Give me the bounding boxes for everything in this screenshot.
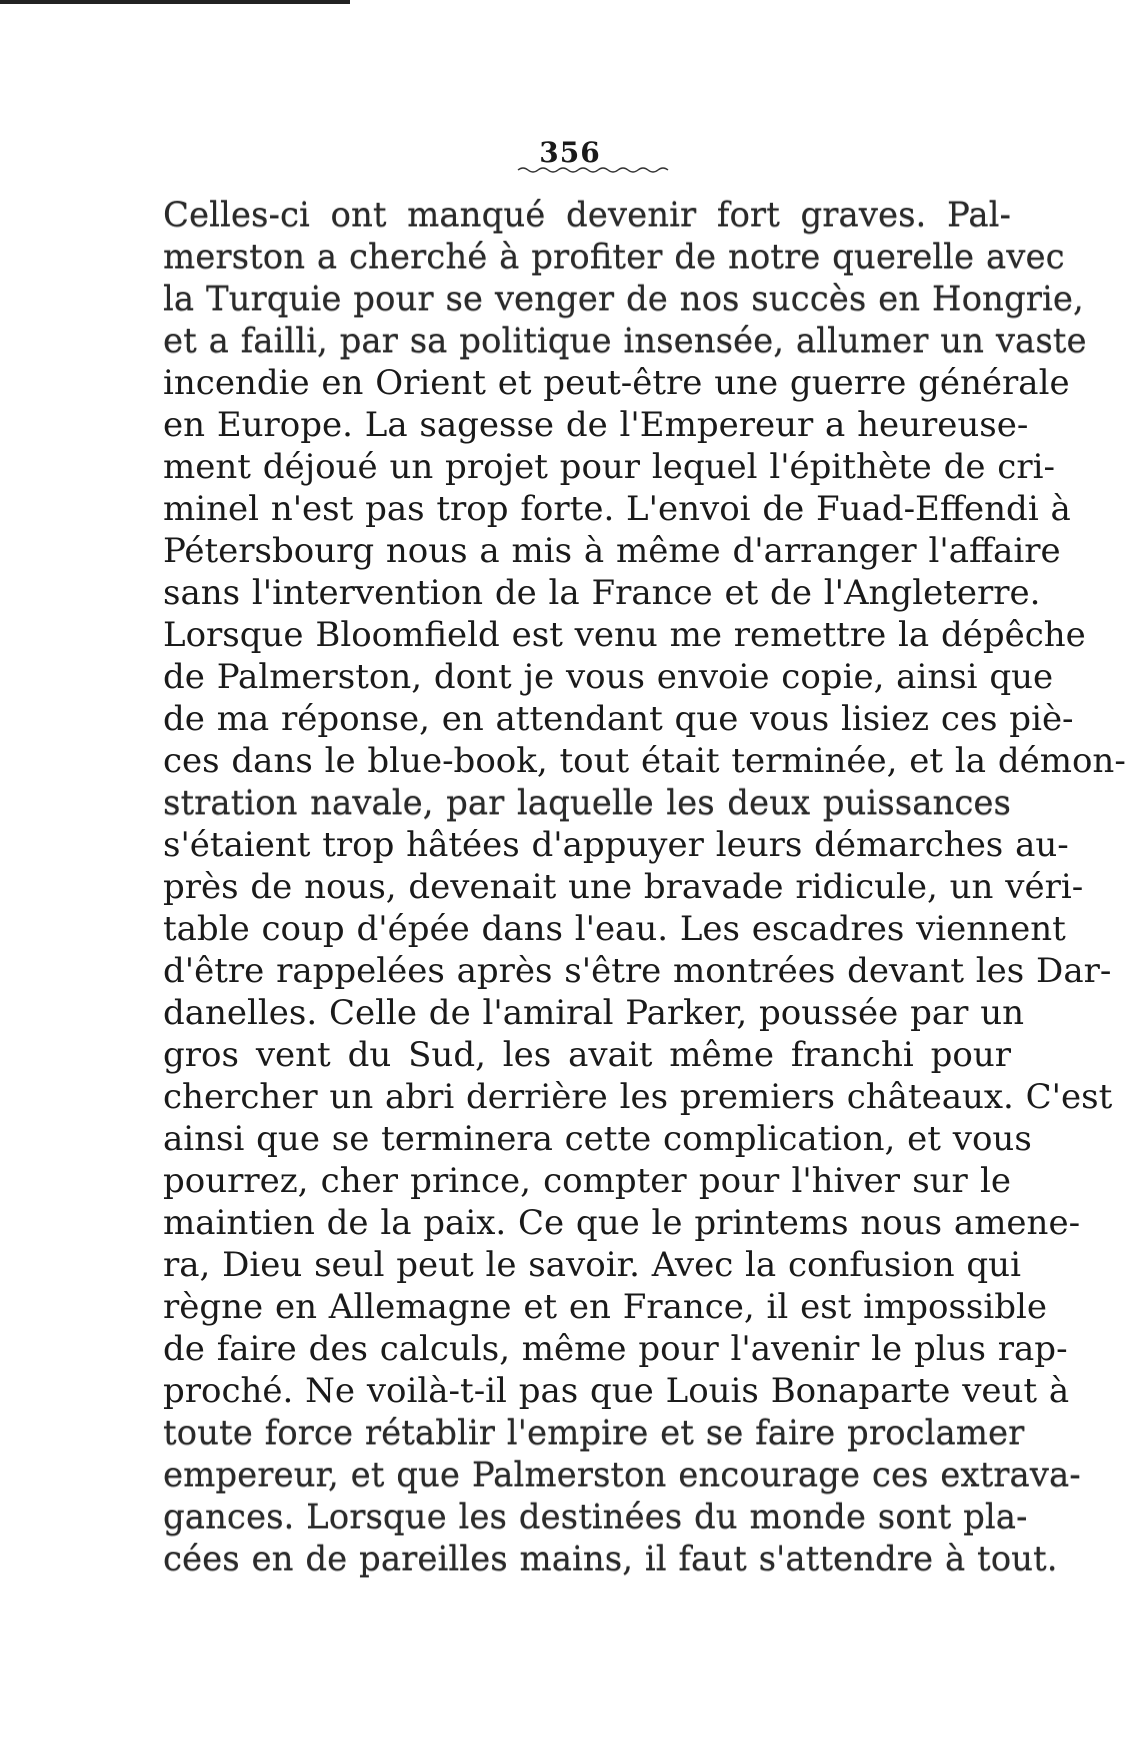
text-line: gros vent du Sud, les avait même franchi pour — [163, 1035, 1011, 1075]
wavy-underline-ornament — [518, 166, 668, 174]
text-line: table coup d'épée dans l'eau. Les escadres viennent — [163, 909, 1066, 949]
text-line: proché. Ne voilà-t-il pas que Louis Bonaparte veut à — [163, 1371, 1070, 1411]
letter-body — [163, 194, 1126, 1580]
text-line: Lorsque Bloomfield est venu me remettre la dépêche — [163, 615, 1086, 655]
text-line: d'être rappelées après s'être montrées devant les Dar- — [163, 951, 1112, 991]
text-line: empereur, et que Palmerston encourage ces extrava- — [163, 1455, 1081, 1495]
text-line: Celles-ci ont manqué devenir fort graves. Pal- — [163, 195, 1011, 235]
text-line: en Europe. La sagesse de l'Empereur a heureuse- — [163, 405, 1029, 445]
text-line: cées en de pareilles mains, il faut s'attendre à tout. — [163, 1539, 1058, 1579]
page-number: 356 — [539, 136, 601, 169]
text-line: merston a cherché à profiter de notre querelle avec — [163, 237, 1065, 277]
text-line: ainsi que se terminera cette complication, et vous — [163, 1119, 1032, 1159]
text-line: ces dans le blue-book, tout était terminée, et la démon- — [163, 741, 1126, 781]
text-line: Pétersbourg nous a mis à même d'arranger l'affaire — [163, 531, 1061, 571]
text-line: toute force rétablir l'empire et se faire proclamer — [163, 1413, 1025, 1453]
text-line: incendie en Orient et peut-être une guerre générale — [163, 363, 1070, 403]
text-line: ment déjoué un projet pour lequel l'épithète de cri- — [163, 447, 1055, 487]
text-line: de Palmerston, dont je vous envoie copie, ainsi que — [163, 657, 1054, 697]
text-line: près de nous, devenait une bravade ridicule, un véri- — [163, 867, 1084, 907]
text-line: de faire des calculs, même pour l'avenir le plus rap- — [163, 1329, 1068, 1369]
text-line: de ma réponse, en attendant que vous lisiez ces piè- — [163, 699, 1074, 739]
text-line: stration navale, par laquelle les deux puissances — [163, 783, 1011, 823]
text-line: sans l'intervention de la France et de l'Angleterre. — [163, 573, 1041, 613]
text-line: chercher un abri derrière les premiers châteaux. C'est — [163, 1077, 1113, 1117]
top-edge-rule — [0, 0, 350, 4]
text-line: minel n'est pas trop forte. L'envoi de Fuad-Effendi à — [163, 489, 1071, 529]
text-line: s'étaient trop hâtées d'appuyer leurs démarches au- — [163, 825, 1069, 865]
text-line: ra, Dieu seul peut le savoir. Avec la confusion qui — [163, 1245, 1021, 1285]
text-line: gances. Lorsque les destinées du monde sont pla- — [163, 1497, 1028, 1537]
text-line: règne en Allemagne et en France, il est impossible — [163, 1287, 1047, 1327]
text-line: maintien de la paix. Ce que le printems nous amene- — [163, 1203, 1081, 1243]
text-line: pourrez, cher prince, compter pour l'hiver sur le — [163, 1161, 1011, 1201]
text-line: et a failli, par sa politique insensée, allumer un vaste — [163, 321, 1087, 361]
text-line: danelles. Celle de l'amiral Parker, poussée par un — [163, 993, 1025, 1033]
text-line: la Turquie pour se venger de nos succès en Hongrie, — [163, 279, 1084, 319]
